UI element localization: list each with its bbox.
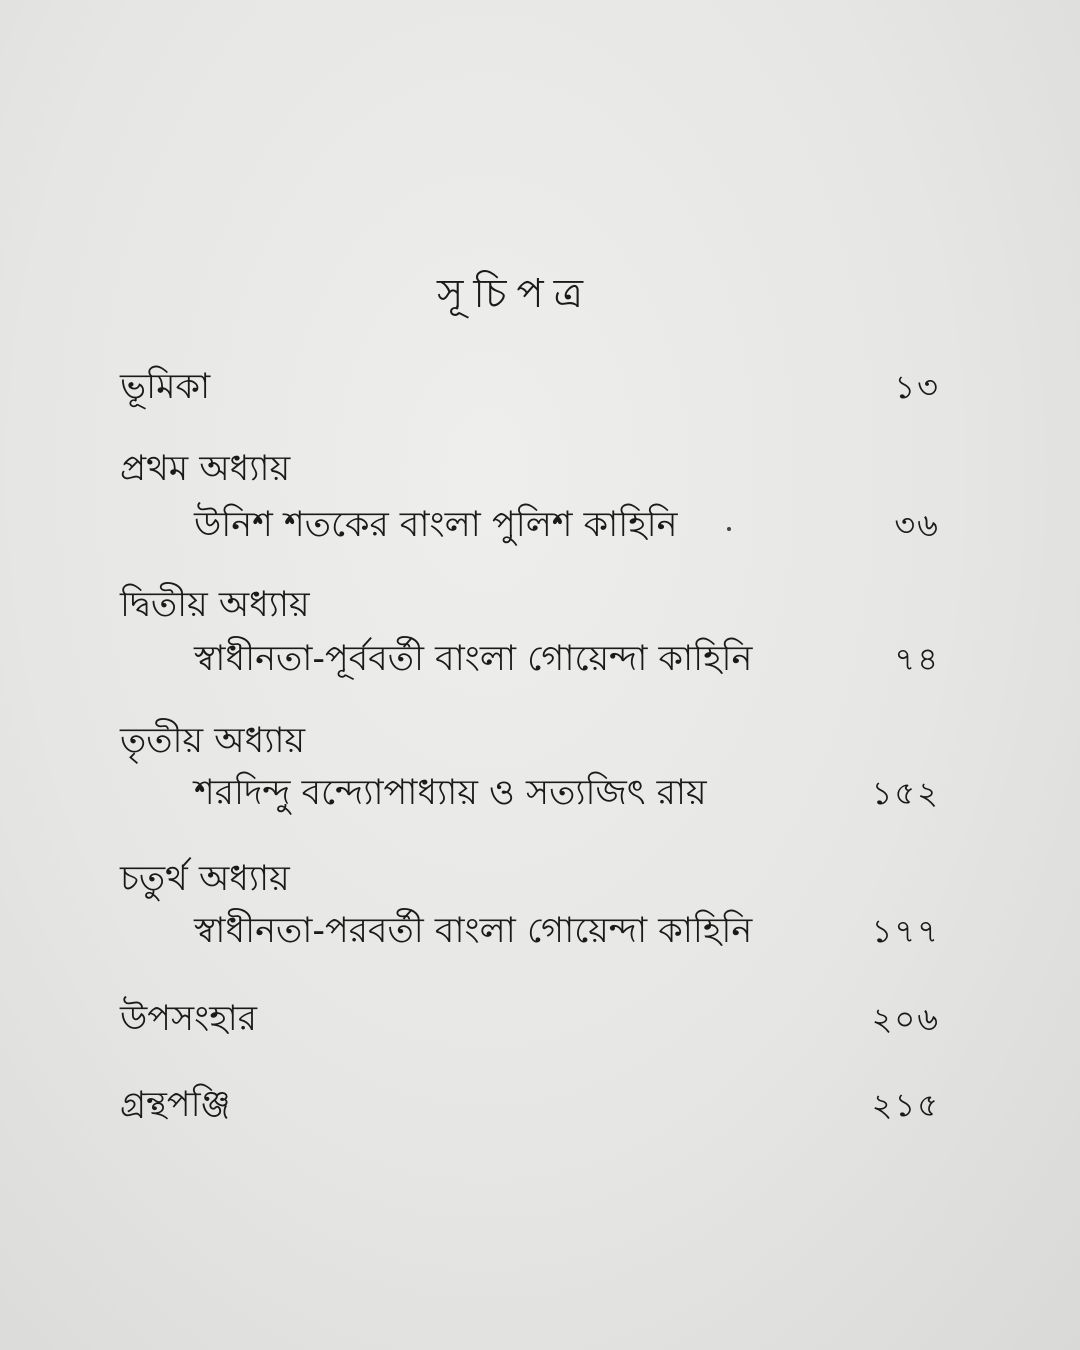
- page-number: ১৩: [894, 368, 940, 406]
- chapter-heading: প্রথম অধ্যায়: [120, 449, 291, 489]
- chapter-title: স্বাধীনতা-পূর্ববর্তী বাংলা গোয়েন্দা কাহিনি: [194, 639, 753, 679]
- page-number: ২১৫: [871, 1086, 940, 1124]
- chapter-title: উনিশ শতকের বাংলা পুলিশ কাহিনি: [194, 505, 678, 545]
- stray-dot: [727, 527, 731, 531]
- page-number: ৭৪: [894, 640, 940, 678]
- chapter-heading: চতুর্থ অধ্যায়: [120, 859, 290, 899]
- entry-label: ভূমিকা: [120, 367, 211, 407]
- page-number: ৩৬: [894, 506, 940, 544]
- chapter-title: শরদিন্দু বন্দ্যোপাধ্যায় ও সত্যজিৎ রায়: [194, 773, 707, 813]
- toc-chapter-4-heading: [120, 854, 940, 904]
- toc-chapter-2-title: [120, 634, 940, 684]
- chapter-title: স্বাধীনতা-পরবর্তী বাংলা গোয়েন্দা কাহিনি: [194, 911, 753, 951]
- page-title: সূচিপত্র: [437, 271, 593, 317]
- toc-entry-bibliography: [120, 1080, 940, 1130]
- toc-chapter-4-title: [120, 906, 940, 956]
- chapter-heading: তৃতীয় অধ্যায়: [120, 721, 306, 761]
- toc-chapter-3-title: [120, 768, 940, 818]
- page-number: ১৭৭: [871, 912, 940, 950]
- toc-chapter-3-heading: [120, 716, 940, 766]
- chapter-heading: দ্বিতীয় অধ্যায়: [120, 585, 310, 625]
- toc-entry-conclusion: [120, 994, 940, 1044]
- toc-chapter-1-heading: [120, 444, 940, 494]
- page-number: ১৫২: [871, 774, 940, 812]
- page-number: ২০৬: [871, 1000, 940, 1038]
- toc-chapter-2-heading: [120, 580, 940, 630]
- toc-entry-preface: [120, 362, 940, 412]
- entry-label: গ্রন্থপঞ্জি: [120, 1085, 231, 1125]
- toc-chapter-1-title: [120, 500, 940, 550]
- entry-label: উপসংহার: [120, 999, 257, 1039]
